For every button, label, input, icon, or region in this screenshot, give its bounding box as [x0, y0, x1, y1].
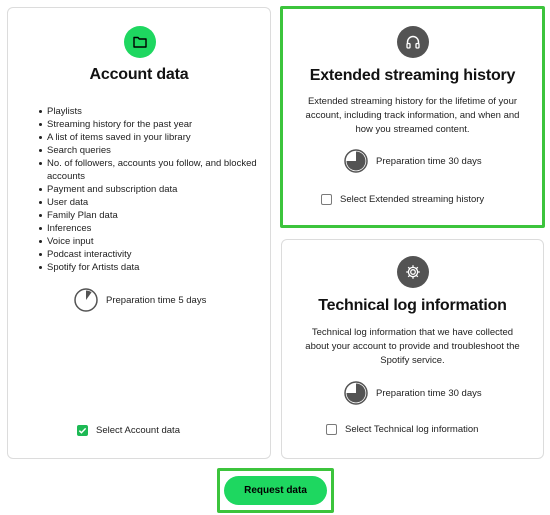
request-data-button[interactable]: Request data — [224, 476, 327, 505]
check-icon — [78, 426, 87, 435]
account-data-item: Streaming history for the past year — [47, 118, 257, 131]
account-data-item: Inferences — [47, 222, 257, 235]
select-account-data[interactable] — [77, 425, 180, 436]
extended-prep-label: Preparation time 30 days — [376, 155, 482, 167]
account-data-item: A list of items saved in your library — [47, 131, 257, 144]
headphones-icon — [397, 26, 429, 58]
folder-icon — [124, 26, 156, 58]
account-checkbox[interactable] — [77, 425, 88, 436]
select-technical-log[interactable] — [326, 424, 478, 435]
technical-log-description: Technical log information that we have collected about your account to provide and troubleshoot the Spotify service. — [305, 327, 520, 366]
technical-log-title: Technical log information — [318, 297, 507, 314]
account-data-list — [47, 105, 257, 274]
technical-prep-time — [344, 381, 482, 405]
extended-history-title: Extended streaming history — [309, 67, 516, 84]
account-data-item: Payment and subscription data — [47, 183, 257, 196]
extended-history-description: Extended streaming history for the lifetime of your account, including track information, and when and how you streamed content. — [305, 96, 520, 135]
clock-pie-icon — [344, 381, 368, 405]
extended-prep-time — [344, 149, 482, 173]
select-account-label: Select Account data — [96, 425, 180, 436]
clock-pie-icon — [344, 149, 368, 173]
account-data-item: Playlists — [47, 105, 257, 118]
select-technical-label: Select Technical log information — [345, 424, 479, 435]
account-data-card — [7, 7, 271, 459]
account-data-item: Voice input — [47, 235, 257, 248]
select-extended-label: Select Extended streaming history — [340, 194, 485, 205]
account-data-item: Podcast interactivity — [47, 248, 257, 261]
request-data-highlight — [217, 468, 334, 513]
account-data-item: Spotify for Artists data — [47, 261, 257, 274]
account-prep-label: Preparation time 5 days — [106, 294, 207, 306]
account-data-item: Search queries — [47, 144, 257, 157]
account-data-title: Account data — [89, 66, 189, 83]
select-extended-history[interactable] — [321, 194, 484, 205]
technical-log-card — [281, 239, 544, 459]
technical-checkbox[interactable] — [326, 424, 337, 435]
account-data-item: Family Plan data — [47, 209, 257, 222]
account-prep-time — [74, 288, 206, 312]
gear-icon — [397, 256, 429, 288]
technical-prep-label: Preparation time 30 days — [376, 387, 482, 399]
extended-history-card — [280, 6, 545, 228]
account-data-item: No. of followers, accounts you follow, and blocked accounts — [47, 158, 257, 182]
account-data-item: User data — [47, 196, 257, 209]
clock-pie-icon — [74, 288, 98, 312]
extended-checkbox[interactable] — [321, 194, 332, 205]
